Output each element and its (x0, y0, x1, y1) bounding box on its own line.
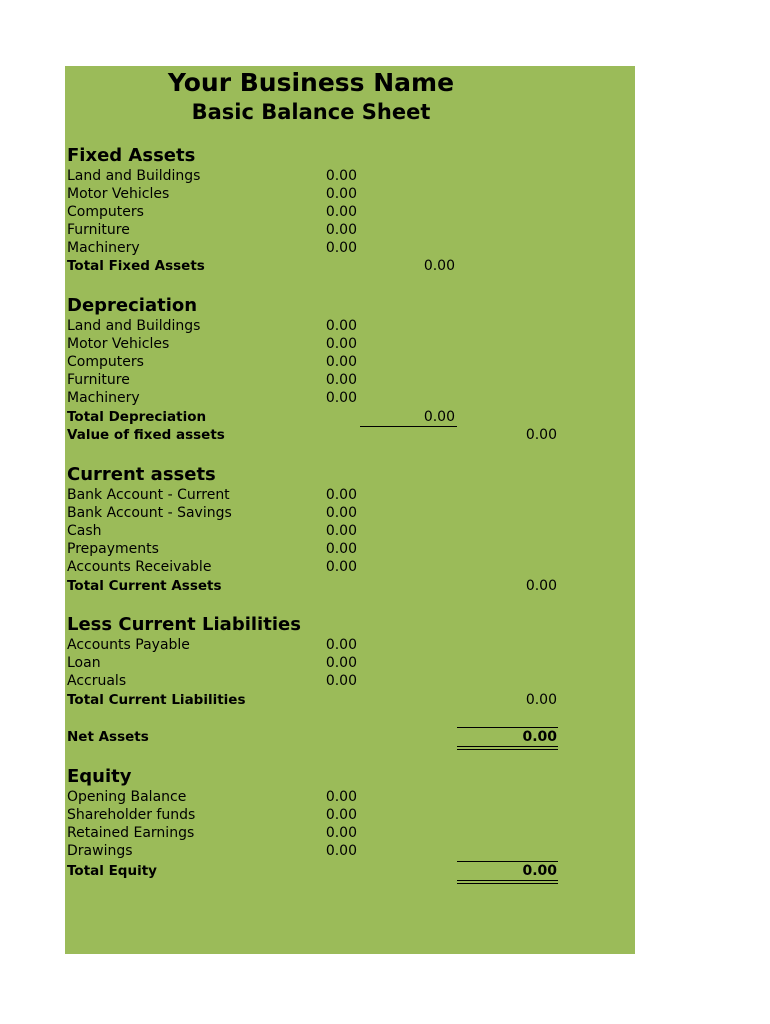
row-label: Net Assets (67, 729, 149, 745)
row-value: 0.00 (325, 354, 357, 370)
row-value: 0.00 (325, 372, 357, 388)
row-value: 0.00 (325, 204, 357, 220)
row-label: Total Current Liabilities (67, 692, 246, 708)
row-value: 0.00 (522, 729, 557, 745)
equity-row (67, 842, 627, 860)
depreciation-row (67, 335, 627, 353)
row-value: 0.00 (423, 258, 455, 274)
depreciation-row (67, 371, 627, 389)
section-heading-equity: Equity (67, 766, 132, 787)
depreciation-row (67, 353, 627, 371)
current-asset-row (67, 486, 627, 504)
current-asset-row (67, 522, 627, 540)
row-value: 0.00 (325, 559, 357, 575)
row-value: 0.00 (325, 523, 357, 539)
row-label: Value of fixed assets (67, 427, 225, 443)
current-asset-row (67, 504, 627, 522)
row-label: Prepayments (67, 541, 159, 557)
row-value: 0.00 (525, 692, 557, 708)
row-value: 0.00 (325, 789, 357, 805)
row-value: 0.00 (423, 409, 455, 425)
current-asset-row (67, 558, 627, 576)
section-heading-current-assets: Current assets (67, 464, 216, 485)
row-label: Land and Buildings (67, 318, 201, 334)
row-value: 0.00 (325, 505, 357, 521)
row-label: Total Equity (67, 863, 157, 879)
row-value: 0.00 (522, 863, 557, 879)
total-current-assets-row (67, 577, 627, 595)
section-heading-depreciation: Depreciation (67, 295, 198, 316)
row-value: 0.00 (325, 541, 357, 557)
row-label: Cash (67, 523, 102, 539)
row-label: Computers (67, 204, 144, 220)
row-label: Machinery (67, 240, 140, 256)
row-label: Total Current Assets (67, 578, 222, 594)
business-name: Your Business Name (167, 68, 455, 97)
row-value: 0.00 (325, 240, 357, 256)
row-label: Computers (67, 354, 144, 370)
section-heading-fixed-assets: Fixed Assets (67, 145, 196, 166)
fixed-asset-row (67, 185, 627, 203)
fixed-asset-row (67, 221, 627, 239)
row-value: 0.00 (325, 336, 357, 352)
total-depreciation-row (67, 408, 627, 426)
row-value: 0.00 (325, 843, 357, 859)
row-value: 0.00 (325, 655, 357, 671)
liability-row (67, 654, 627, 672)
value-of-fixed-assets-row (67, 426, 627, 444)
row-value: 0.00 (325, 318, 357, 334)
liability-row (67, 672, 627, 690)
row-value: 0.00 (325, 825, 357, 841)
row-label: Shareholder funds (67, 807, 196, 823)
row-value: 0.00 (325, 807, 357, 823)
row-label: Total Depreciation (67, 409, 207, 425)
row-label: Opening Balance (67, 789, 187, 805)
row-label: Accounts Receivable (67, 559, 212, 575)
row-label: Loan (67, 655, 101, 671)
section-heading-liabilities: Less Current Liabilities (67, 614, 301, 635)
total-fixed-assets-row (67, 257, 627, 275)
row-label: Motor Vehicles (67, 186, 170, 202)
row-value: 0.00 (325, 637, 357, 653)
row-label: Accounts Payable (67, 637, 190, 653)
row-label: Motor Vehicles (67, 336, 170, 352)
row-label: Bank Account - Savings (67, 505, 232, 521)
fixed-asset-row (67, 203, 627, 221)
row-value: 0.00 (325, 222, 357, 238)
row-label: Bank Account - Current (67, 487, 230, 503)
equity-row (67, 788, 627, 806)
row-label: Land and Buildings (67, 168, 201, 184)
net-assets-double-rule (457, 746, 558, 750)
liability-row (67, 636, 627, 654)
row-label: Machinery (67, 390, 140, 406)
row-label: Furniture (67, 372, 130, 388)
depreciation-row (67, 389, 627, 407)
row-label: Retained Earnings (67, 825, 195, 841)
equity-double-rule (457, 880, 558, 884)
fixed-asset-row (67, 239, 627, 257)
row-label: Accruals (67, 673, 127, 689)
sheet-title: Basic Balance Sheet (191, 100, 431, 124)
row-value: 0.00 (325, 168, 357, 184)
row-value: 0.00 (525, 427, 557, 443)
depreciation-row (67, 317, 627, 335)
total-liabilities-row (67, 691, 627, 709)
row-value: 0.00 (525, 578, 557, 594)
balance-sheet (65, 66, 635, 954)
row-value: 0.00 (325, 186, 357, 202)
equity-row (67, 806, 627, 824)
row-value: 0.00 (325, 390, 357, 406)
row-label: Furniture (67, 222, 130, 238)
row-label: Drawings (67, 843, 133, 859)
equity-row (67, 824, 627, 842)
fixed-asset-row (67, 167, 627, 185)
net-assets-row (67, 728, 627, 746)
row-value: 0.00 (325, 487, 357, 503)
row-label: Total Fixed Assets (67, 258, 205, 274)
current-asset-row (67, 540, 627, 558)
total-equity-row (67, 862, 627, 880)
row-value: 0.00 (325, 673, 357, 689)
